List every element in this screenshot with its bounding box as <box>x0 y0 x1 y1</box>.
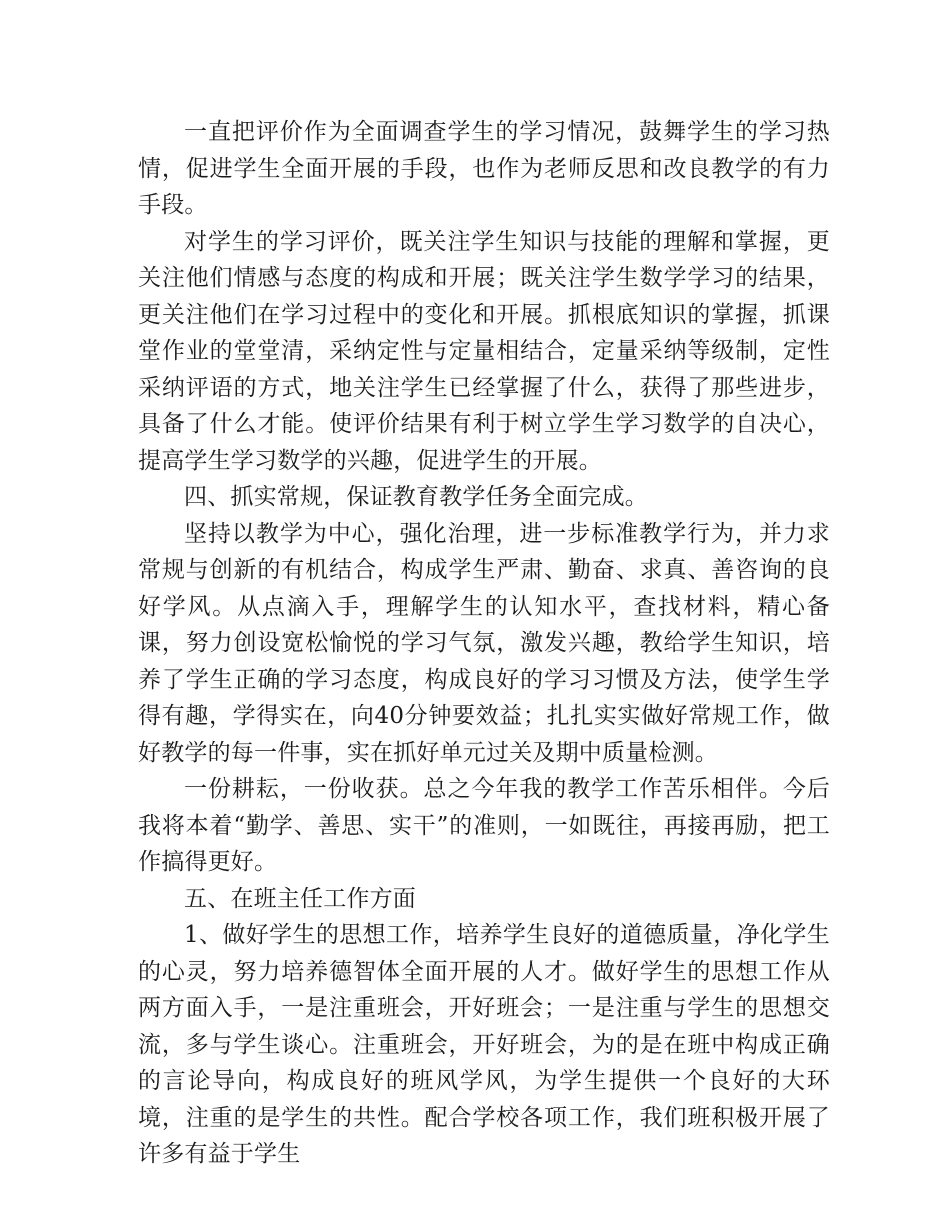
paragraph-evaluation-purpose: 一直把评价作为全面调查学生的学习情况，鼓舞学生的学习热情，促进学生全面开展的手段，也作为老师反思和改良教学的有力手段。 <box>138 119 830 218</box>
section-heading-five: 五、在班主任工作方面 <box>184 885 416 912</box>
paragraph-teaching-routine: 坚持以教学为中心，强化治理，进一步标准教学行为，并力求常规与创新的有机结合，构成学生严肃、勤奋、求真、善咨询的良好学风。从点滴入手，理解学生的认知水平，查找材料，精心备课，努力创设宽松愉悦的学习气氛，激发兴趣，教给学生知识，培养了学生正确的学习态度，构成良好的学习习惯及方法，使学生学得有趣，学得实在，向40分钟要效益；扎扎实实做好常规工作，做好教学的每一件事，实在抓好单元过关及期中质量检测。 <box>138 520 830 766</box>
paragraph-summary: 一份耕耘，一份收获。总之今年我的教学工作苦乐相伴。今后我将本着“勤学、善思、实干”的准则，一如既往，再接再励，把工作搞得更好。 <box>138 776 830 875</box>
section-heading-four: 四、抓实常规，保证教育教学任务全面完成。 <box>184 484 648 510</box>
paragraph-class-teacher-work: 1、做好学生的思想工作，培养学生良好的道德质量，净化学生的心灵，努力培养德智体全面开展的人才。做好学生的思想工作从两方面入手，一是注重班会，开好班会；一是注重与学生的思想交流，多与学生谈心。注重班会，开好班会，为的是在班中构成正确的言论导向，构成良好的班风学风，为学生提供一个良好的大环境，注重的是学生的共性。配合学校各项工作，我们班积极开展了许多有益于学生 <box>138 922 830 1167</box>
paragraph-student-assessment: 对学生的学习评价，既关注学生知识与技能的理解和掌握，更关注他们情感与态度的构成和开展；既关注学生数学学习的结果，更关注他们在学习过程中的变化和开展。抓根底知识的掌握，抓课堂作业的堂堂清，采纳定性与定量相结合，定量采纳等级制，定性采纳评语的方式，地关注学生已经掌握了什么，获得了那些进步，具备了什么才能。使评价结果有利于树立学生学习数学的自决心，提高学生学习数学的兴趣，促进学生的开展。 <box>138 228 830 474</box>
document-body <box>138 114 830 1173</box>
